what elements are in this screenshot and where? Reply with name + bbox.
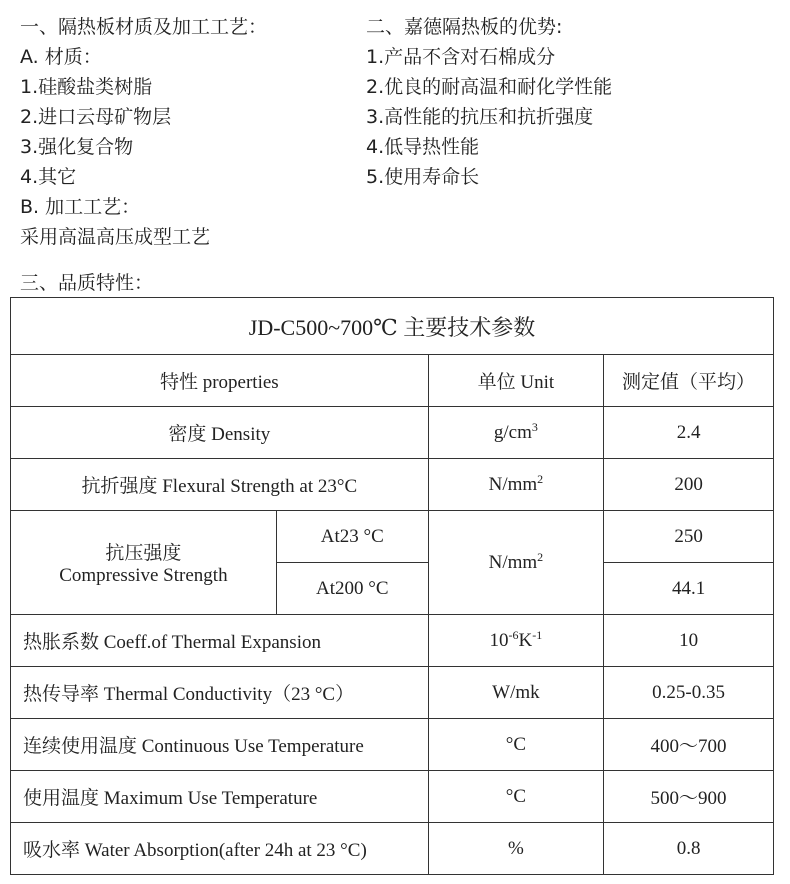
unit-text: N/mm [488,473,538,495]
material-item: 4.其它 [20,166,77,188]
value-cell: 250 [604,511,774,563]
unit-cell: W/mk [428,667,603,719]
table-row [11,407,774,459]
value-cell: 44.1 [604,563,774,615]
unit-superscript: 2 [537,549,544,564]
unit-cell: °C [428,719,603,771]
property-name-en: Compressive Strength [59,565,228,586]
value-cell: 200 [604,459,774,511]
table-header-row [11,355,774,407]
material-item: 3.强化复合物 [20,136,134,158]
table-title: JD-C500~700℃ 主要技术参数 [11,298,774,355]
value-cell: 500～900 [604,771,774,823]
table-row [11,823,774,875]
unit-cell: °C [428,771,603,823]
unit-superscript: -1 [532,627,543,642]
table-row [11,771,774,823]
unit-cell [428,407,603,459]
value-cell: 0.8 [604,823,774,875]
property-name: 密度 Density [11,407,429,459]
property-name: 热胀系数 Coeff.of Thermal Expansion [11,615,429,667]
property-name: 使用温度 Maximum Use Temperature [11,771,429,823]
table-row [11,615,774,667]
header-unit: 单位 Unit [428,355,603,407]
condition-cell: At200 °C [276,563,428,615]
unit-superscript: 3 [531,419,538,434]
unit-cell [428,459,603,511]
condition-cell: At23 °C [276,511,428,563]
advantage-item: 4.低导热性能 [366,136,480,158]
process-text: 采用高温高压成型工艺 [20,226,211,248]
value-cell: 400～700 [604,719,774,771]
spec-table [10,297,774,875]
process-label: B. 加工工艺： [20,196,141,218]
advantages-section [366,12,612,192]
materials-heading: 一、隔热板材质及加工工艺： [20,16,268,38]
table-row [11,511,774,563]
unit-superscript: 2 [537,471,544,486]
property-name: 连续使用温度 Continuous Use Temperature [11,719,429,771]
value-cell: 2.4 [604,407,774,459]
advantage-item: 5.使用寿命长 [366,166,480,188]
table-row [11,667,774,719]
material-item: 1.硅酸盐类树脂 [20,76,153,98]
property-name: 热传导率 Thermal Conductivity（23 °C） [11,667,429,719]
unit-cell: % [428,823,603,875]
header-property: 特性 properties [11,355,429,407]
unit-cell [428,511,603,615]
unit-cell [428,615,603,667]
material-label: A. 材质： [20,46,102,68]
property-name: 吸水率 Water Absorption(after 24h at 23 °C) [11,823,429,875]
unit-text: N/mm [488,551,538,573]
unit-superscript: -6 [508,627,519,642]
advantages-heading: 二、嘉德隔热板的优势: [366,16,563,38]
property-name-cn: 抗压强度 [105,543,182,564]
value-cell: 10 [604,615,774,667]
property-name: 抗折强度 Flexural Strength at 23°C [11,459,429,511]
unit-text: g/cm [493,421,532,443]
table-row [11,459,774,511]
material-item: 2.进口云母矿物层 [20,106,172,128]
materials-section [20,12,267,252]
unit-text: 10 [489,629,509,651]
advantage-item: 2.优良的耐高温和耐化学性能 [366,76,613,98]
advantage-item: 1.产品不含对石棉成分 [366,46,556,68]
quality-heading: 三、品质特性： [20,272,154,294]
unit-text: K [518,629,533,651]
table-row [11,719,774,771]
property-name [11,511,277,615]
advantage-item: 3.高性能的抗压和抗折强度 [366,106,594,128]
value-cell: 0.25-0.35 [604,667,774,719]
header-value: 测定值（平均） [604,355,774,407]
